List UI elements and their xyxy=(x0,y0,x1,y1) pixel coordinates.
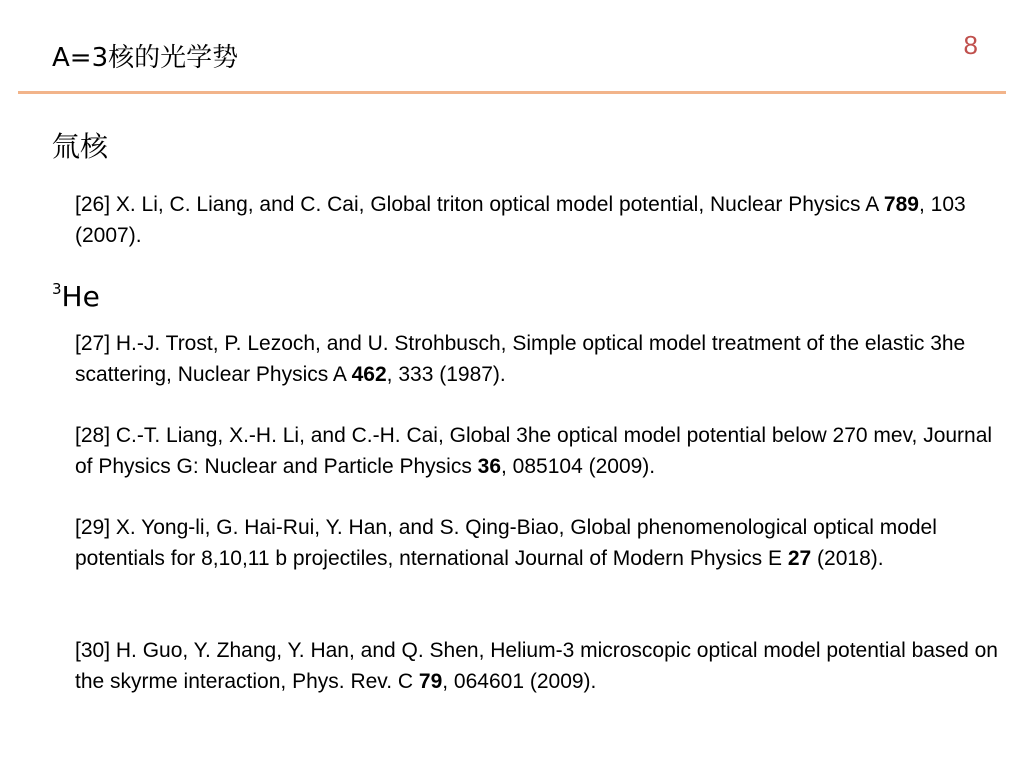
reference-volume: 27 xyxy=(787,547,812,570)
slide-number: 8 xyxy=(963,30,978,60)
reference-26 xyxy=(75,189,1010,251)
reference-text: [26] X. Li, C. Liang, and C. Cai, Global triton optical model potential, Nuclear Physics A xyxy=(75,193,884,216)
reference-text-end: , 333 (1987). xyxy=(386,363,506,386)
reference-text-end: , 085104 (2009). xyxy=(501,455,656,478)
reference-30 xyxy=(75,635,1010,697)
heading-superscript: 3 xyxy=(52,280,62,298)
reference-27 xyxy=(75,328,1010,390)
reference-28 xyxy=(75,420,1010,482)
reference-text-end: (2018). xyxy=(811,547,884,570)
reference-volume: 36 xyxy=(477,455,502,478)
reference-volume: 462 xyxy=(351,363,387,386)
reference-text: [28] C.-T. Liang, X.-H. Li, and C.-H. Cai, Global 3he optical model potential below 270 mev, Journal of Physics G: Nuclear and Particle Physics xyxy=(75,424,993,478)
reference-volume: 79 xyxy=(418,670,443,693)
reference-29 xyxy=(75,512,1010,574)
reference-text-end: , 064601 (2009). xyxy=(442,670,597,693)
reference-text: [30] H. Guo, Y. Zhang, Y. Han, and Q. Shen, Helium-3 microscopic optical model potential based on the skyrme interaction, Phys. Rev. C xyxy=(75,639,998,693)
reference-text: [27] H.-J. Trost, P. Lezoch, and U. Strohbusch, Simple optical model treatment of the elastic 3he scattering, Nuclear Physics A xyxy=(75,332,966,386)
section-heading-helium3 xyxy=(52,280,100,314)
slide-title: A=3核的光学势 xyxy=(52,43,239,73)
reference-volume: 789 xyxy=(883,193,919,216)
reference-text-end: , 103 (2007). xyxy=(75,193,966,247)
reference-text: [29] X. Yong-li, G. Hai-Rui, Y. Han, and S. Qing-Biao, Global phenomenological optical model potentials for 8,10,11 b projectiles, nternational Journal of Modern Physics E xyxy=(75,516,937,570)
heading-main: He xyxy=(61,280,100,313)
section-heading-triton: 氚核 xyxy=(52,130,109,163)
title-divider xyxy=(18,91,1006,94)
